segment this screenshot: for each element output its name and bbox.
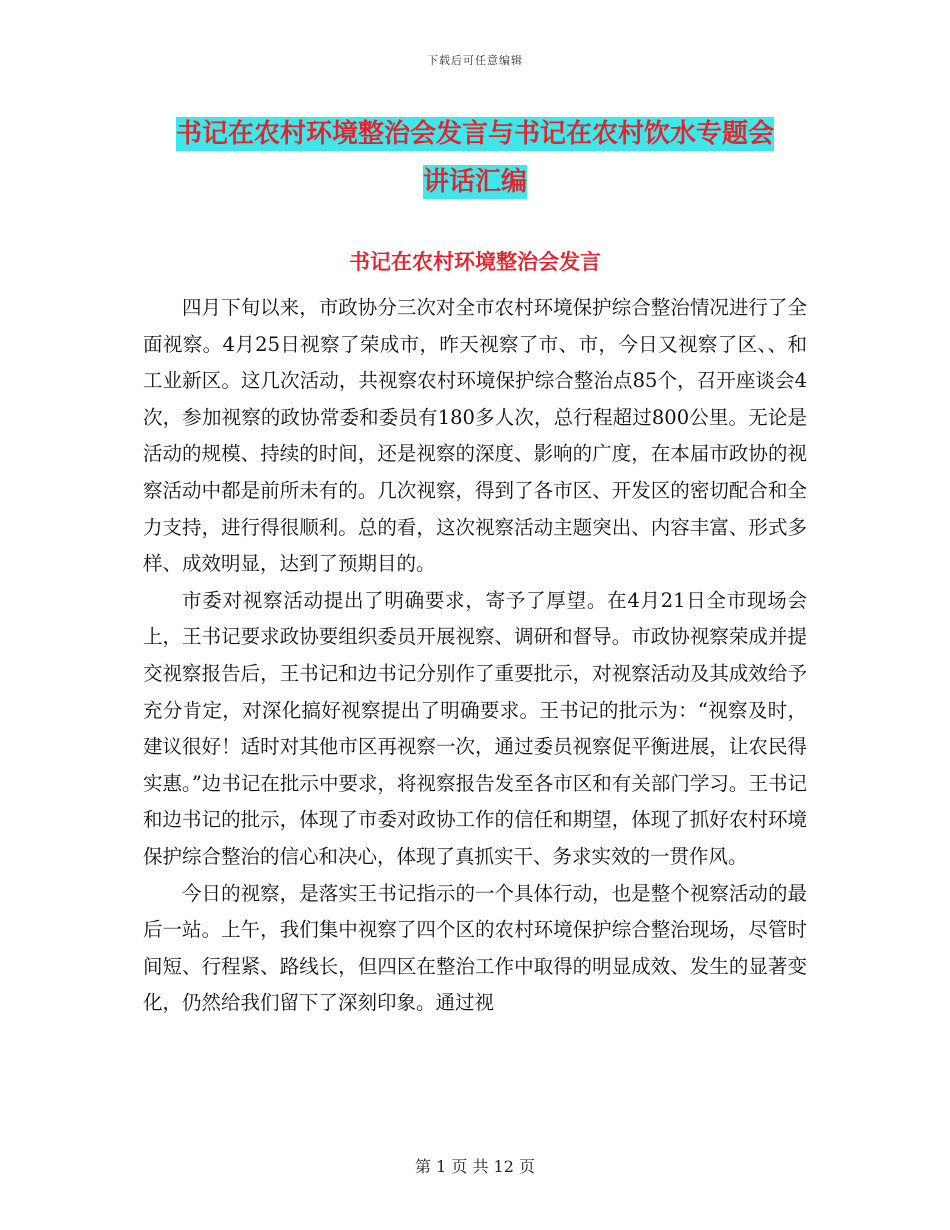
- document-title-line-1: 书记在农村环境整治会发言与书记在农村饮水专题会: [175, 119, 774, 149]
- page-header-note: 下载后可任意编辑: [427, 54, 523, 67]
- paragraph: 今日的视察，是落实王书记指示的一个具体行动，也是整个视察活动的最后一站。上午，我们集中视察了四个区的农村环境保护综合整治现场，尽管时间短、行程紧、路线长，但四区在整治工作中取得的明显成效、发生的显著变化，仍然给我们留下了深刻印象。通过视: [143, 881, 807, 1015]
- paragraph: 市委对视察活动提出了明确要求，寄予了厚望。在4月21日全市现场会上，王书记要求政协要组织委员开展视察、调研和督导。市政协视察荣成并提交视察报告后，王书记和边书记分别作了重要批示，对视察活动及其成效给予充分肯定，对深化搞好视察提出了明确要求。王书记的批示为：“视察及时，建议很好！适时对其他市区再视察一次，通过委员视察促平衡进展，让农民得实惠。”边书记在批示中要求，将视察报告发至各市区和有关部门学习。王书记和边书记的批示，体现了市委对政协工作的信任和期望，体现了抓好农村环境保护综合整治的信心和决心，体现了真抓实干、务求实效的一贯作风。: [143, 588, 807, 868]
- page-number-footer: 第 1 页 共 12 页: [415, 1157, 535, 1176]
- document-body: [143, 290, 807, 1022]
- document-title: [140, 110, 810, 206]
- section-title: 书记在农村环境整治会发言: [349, 250, 601, 274]
- paragraph: 四月下旬以来，市政协分三次对全市农村环境保护综合整治情况进行了全面视察。4月25日视察了荣成市，昨天视察了市、市，今日又视察了区、、和工业新区。这几次活动，共视察农村环境保护综合整治点85个，召开座谈会4次，参加视察的政协常委和委员有180多人次，总行程超过800公里。无论是活动的规模、持续的时间，还是视察的深度、影响的广度，在本届市政协的视察活动中都是前所未有的。几次视察，得到了各市区、开发区的密切配合和全力支持，进行得很顺利。总的看，这次视察活动主题突出、内容丰富、形式多样、成效明显，达到了预期目的。: [143, 296, 807, 576]
- document-title-line-2: 讲话汇编: [422, 167, 527, 197]
